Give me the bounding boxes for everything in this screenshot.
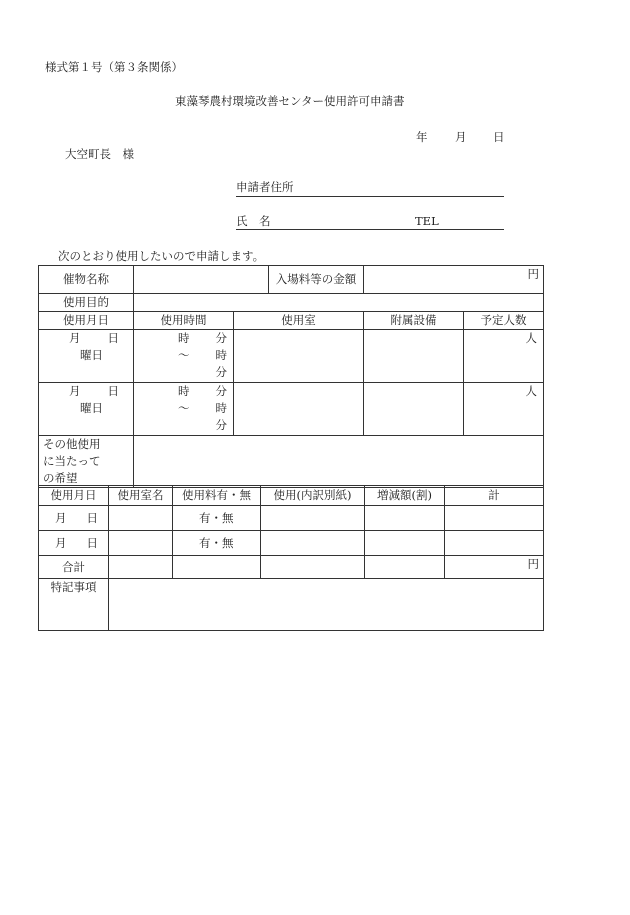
date-year-label: 年: [416, 130, 428, 144]
fee-row-1-charge[interactable]: 有・無: [173, 506, 261, 531]
schedule-row-2-room[interactable]: [234, 383, 364, 436]
fee-row-2-date[interactable]: 月 日: [39, 531, 109, 556]
fee-row-2-usage[interactable]: [261, 531, 365, 556]
fee-row-2-charge[interactable]: 有・無: [173, 531, 261, 556]
fee-header-usage: 使用(内訳別紙): [261, 486, 365, 506]
schedule-header-room: 使用室: [234, 312, 364, 330]
date-day-label: 日: [493, 130, 505, 144]
fee-header-adjustment: 増減額(割): [365, 486, 445, 506]
fee-row-1-room[interactable]: [109, 506, 173, 531]
applicant-name-label: 氏 名: [236, 214, 271, 228]
schedule-row-1-time[interactable]: 時 分 ～ 時 分: [134, 330, 234, 383]
form-number: 様式第１号（第３条関係）: [45, 60, 183, 74]
fee-row-1-date[interactable]: 月 日: [39, 506, 109, 531]
applicant-name-line[interactable]: [236, 229, 504, 230]
schedule-row-2-equipment[interactable]: [364, 383, 464, 435]
schedule-row-1-equipment[interactable]: [364, 330, 464, 382]
purpose-cell[interactable]: [134, 294, 544, 312]
fee-total-usage[interactable]: [261, 556, 365, 579]
fee-row-1-adjustment[interactable]: [365, 506, 445, 531]
fee-row-1-usage[interactable]: [261, 506, 365, 531]
addressee: 大空町長 様: [65, 147, 134, 161]
applicant-address-label: 申請者住所: [236, 180, 294, 194]
form-title: 東藻琴農村環境改善センター使用許可申請書: [175, 94, 405, 108]
fee-header-room: 使用室名: [109, 486, 173, 506]
applicant-address-line[interactable]: [236, 196, 504, 197]
fee-total-adjustment[interactable]: [365, 556, 445, 579]
fee-amount-cell[interactable]: [364, 266, 544, 294]
schedule-row-2-people[interactable]: 人: [525, 384, 537, 398]
other-wishes-label: その他使用 に当たって の希望: [39, 436, 134, 488]
event-name-label: 催物名称: [39, 266, 134, 294]
date-month-label: 月: [455, 130, 467, 144]
fee-total-charge[interactable]: [173, 556, 261, 579]
fee-row-2-adjustment[interactable]: [365, 531, 445, 556]
schedule-header-date: 使用月日: [39, 312, 134, 330]
fee-total-label: 合計: [39, 556, 109, 579]
fee-row-2-total[interactable]: [445, 531, 544, 556]
fee-header-date: 使用月日: [39, 486, 109, 506]
fee-total-amount[interactable]: 円: [445, 556, 544, 579]
event-name-cell[interactable]: [134, 266, 269, 294]
yen-unit: 円: [527, 267, 539, 281]
schedule-header-time: 使用時間: [134, 312, 234, 330]
schedule-row-1-room[interactable]: [234, 330, 364, 383]
schedule-header-equipment: 附属設備: [364, 312, 464, 329]
fee-total-room[interactable]: [109, 556, 173, 579]
schedule-row-2-date[interactable]: 月 日 曜日: [39, 383, 134, 436]
schedule-row-1-date[interactable]: 月 日 曜日: [39, 330, 134, 383]
schedule-row-1-people[interactable]: 人: [525, 331, 537, 345]
schedule-header-people: 予定人数: [480, 313, 527, 327]
schedule-row-2-time[interactable]: 時 分 ～ 時 分: [134, 383, 234, 436]
fee-header-total: 計: [445, 486, 544, 506]
applicant-tel-label: TEL: [415, 214, 439, 228]
fee-header-charge: 使用料有・無: [173, 486, 261, 506]
application-table: [38, 265, 544, 488]
fee-amount-label: 入場料等の金額: [269, 266, 364, 294]
notes-cell[interactable]: [109, 579, 544, 631]
fee-row-2-room[interactable]: [109, 531, 173, 556]
purpose-label: 使用目的: [39, 294, 134, 312]
notes-label: 特記事項: [39, 579, 109, 631]
fee-table: [38, 485, 544, 631]
fee-row-1-total[interactable]: [445, 506, 544, 531]
other-wishes-cell[interactable]: [134, 436, 544, 488]
intro-text: 次のとおり使用したいので申請します。: [58, 249, 265, 263]
